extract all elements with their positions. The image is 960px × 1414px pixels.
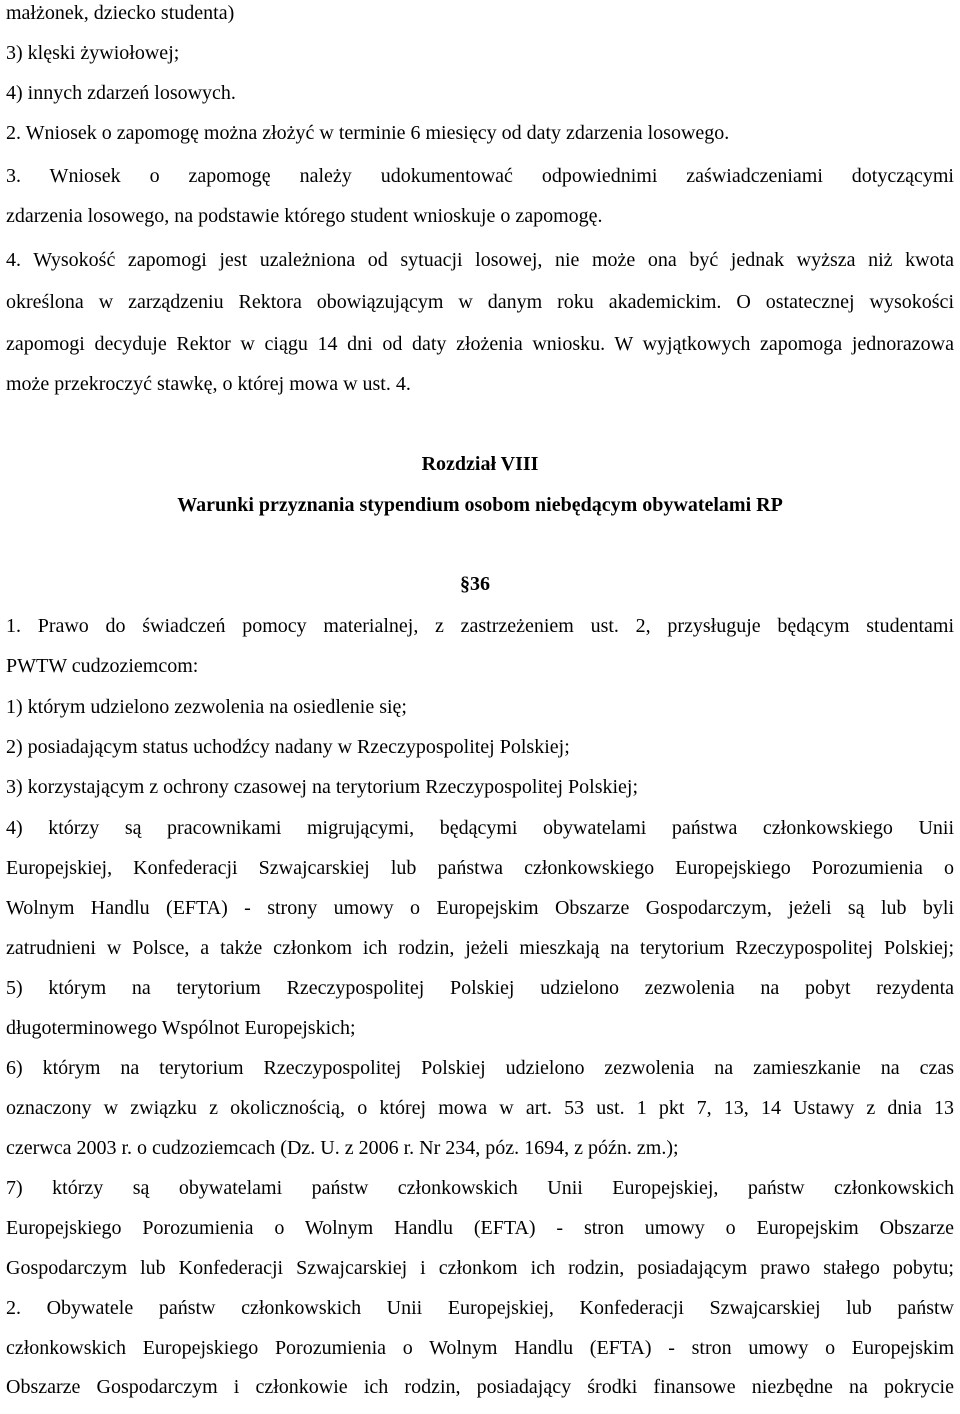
paragraph-line: 3. Wniosek o zapomogę należy udokumentować odpowiednimi zaświadczeniami dotyczącymi xyxy=(6,165,954,187)
paragraph-line: PWTW cudzoziemcom: xyxy=(6,655,199,677)
list-item: oznaczony w związku z okolicznością, o której mowa w art. 53 ust. 1 pkt 7, 13, 14 Ustawy z dnia 13 xyxy=(6,1097,954,1119)
paragraph-line: określona w zarządzeniu Rektora obowiązującym w danym roku akademickim. O ostatecznej wysokości xyxy=(6,291,954,313)
list-item: 3) korzystającym z ochrony czasowej na terytorium Rzeczypospolitej Polskiej; xyxy=(6,776,639,798)
list-item: 3) klęski żywiołowej; xyxy=(6,42,180,64)
list-item: Wolnym Handlu (EFTA) - strony umowy o Europejskim Obszarze Gospodarczym, jeżeli są lub byli xyxy=(6,897,954,919)
paragraph-line: 4. Wysokość zapomogi jest uzależniona od sytuacji losowej, nie może ona być jednak wyższa niż kwota xyxy=(6,249,954,271)
list-item: Gospodarczym lub Konfederacji Szwajcarskiej i członkom ich rodzin, posiadającym prawo stałego pobytu; xyxy=(6,1257,954,1279)
list-item: czerwca 2003 r. o cudzoziemcach (Dz. U. z 2006 r. Nr 234, póz. 1694, z późn. zm.); xyxy=(6,1137,679,1159)
list-item: 4) innych zdarzeń losowych. xyxy=(6,82,236,104)
list-item: 1) którym udzielono zezwolenia na osiedlenie się; xyxy=(6,696,407,718)
text-line: małżonek, dziecko studenta) xyxy=(6,2,235,24)
paragraph-line: 2. Wniosek o zapomogę można złożyć w terminie 6 miesięcy od daty zdarzenia losowego. xyxy=(6,122,730,144)
paragraph-line: Obszarze Gospodarczym i członkowie ich rodzin, posiadający środki finansowe niezbędne na pokrycie xyxy=(6,1376,954,1398)
list-item: długoterminowego Wspólnot Europejskich; xyxy=(6,1017,356,1039)
paragraph-line: może przekroczyć stawkę, o której mowa w ust. 4. xyxy=(6,373,411,395)
section-number: §36 xyxy=(460,573,490,595)
list-item: 6) którym na terytorium Rzeczypospolitej Polskiej udzielono zezwolenia na zamieszkanie na czas xyxy=(6,1057,954,1079)
paragraph-line: członkowskich Europejskiego Porozumienia o Wolnym Handlu (EFTA) - stron umowy o Europejskim xyxy=(6,1337,954,1359)
paragraph-line: zapomogi decyduje Rektor w ciągu 14 dni od daty złożenia wniosku. W wyjątkowych zapomoga jednorazowa xyxy=(6,333,954,355)
list-item: Europejskiego Porozumienia o Wolnym Handlu (EFTA) - stron umowy o Europejskim Obszarze xyxy=(6,1217,954,1239)
list-item: 2) posiadającym status uchodźcy nadany w Rzeczypospolitej Polskiej; xyxy=(6,736,570,758)
paragraph-line: zdarzenia losowego, na podstawie którego student wnioskuje o zapomogę. xyxy=(6,205,603,227)
list-item: 7) którzy są obywatelami państw członkowskich Unii Europejskiej, państw członkowskich xyxy=(6,1177,954,1199)
list-item: Europejskiej, Konfederacji Szwajcarskiej lub państwa członkowskiego Europejskiego Porozumienia o xyxy=(6,857,954,879)
list-item: 4) którzy są pracownikami migrującymi, będącymi obywatelami państwa członkowskiego Unii xyxy=(6,817,954,839)
paragraph-line: 2. Obywatele państw członkowskich Unii Europejskiej, Konfederacji Szwajcarskiej lub państw xyxy=(6,1297,954,1319)
list-item: zatrudnieni w Polsce, a także członkom ich rodzin, jeżeli mieszkają na terytorium Rzeczypospolitej Polskiej; xyxy=(6,937,954,959)
chapter-title: Warunki przyznania stypendium osobom niebędącym obywatelami RP xyxy=(177,494,783,516)
list-item: 5) którym na terytorium Rzeczypospolitej Polskiej udzielono zezwolenia na pobyt rezydenta xyxy=(6,977,954,999)
chapter-heading: Rozdział VIII xyxy=(421,453,539,475)
paragraph-line: 1. Prawo do świadczeń pomocy materialnej, z zastrzeżeniem ust. 2, przysługuje będącym studentami xyxy=(6,615,954,637)
